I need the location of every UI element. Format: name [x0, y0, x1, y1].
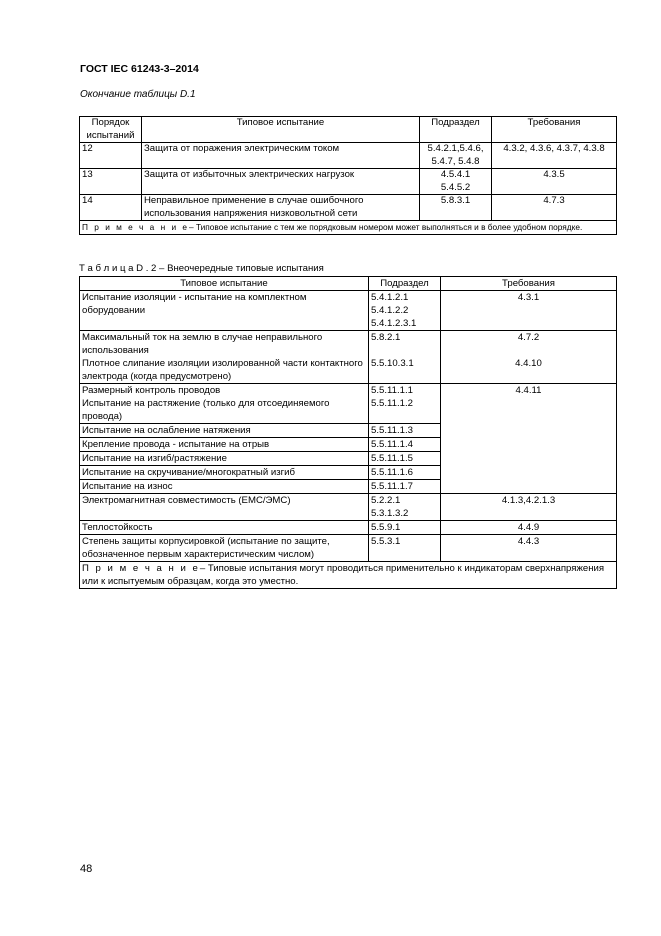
table-row: [80, 331, 617, 358]
requirements-cell: 4.4.9: [441, 521, 617, 535]
table-d1-end: [79, 116, 617, 235]
standard-designation: ГОСТ IEC 61243-3–2014: [80, 63, 199, 75]
subsection-cell: 5.5.11.1.7: [369, 480, 441, 494]
subsection-cell: 5.5.11.1.2: [369, 397, 441, 424]
test-cell: Испытание на скручивание/многократный изгиб: [80, 466, 369, 480]
note-label: П р и м е ч а н и е: [82, 563, 200, 574]
test-cell: Защита от избыточных электрических нагрузок: [142, 169, 420, 195]
test-cell: Размерный контроль проводов: [80, 384, 369, 398]
subsection-cell: 5.5.11.1.5: [369, 452, 441, 466]
subsection-cell: 5.5.11.1.1: [369, 384, 441, 398]
table-row: [80, 521, 617, 535]
header-subsection: Подраздел: [369, 277, 441, 291]
test-cell: Степень защиты корпусировкой (испытание по защите, обозначенное первым характеристическим числом): [80, 535, 369, 562]
requirements-cell: 4.1.3,4.2.1.3: [441, 494, 617, 521]
subsection-cell: 5.8.2.1: [369, 331, 441, 358]
test-cell: Испытание на растяжение (только для отсоединяемого провода): [80, 397, 369, 424]
subsection-cell: 5.5.3.1: [369, 535, 441, 562]
table-note-row: [80, 221, 617, 235]
header-test: Типовое испытание: [80, 277, 369, 291]
order-cell: 13: [80, 169, 142, 195]
requirements-cell: 4.4.3: [441, 535, 617, 562]
table-d2: [79, 276, 617, 589]
subsection-cell: 5.5.10.3.1: [369, 357, 441, 384]
test-cell: Испытание на ослабление натяжения: [80, 424, 369, 438]
order-cell: 14: [80, 195, 142, 221]
table-d2-caption: Т а б л и ц а D . 2 – Внеочередные типовые испытания: [79, 263, 324, 274]
table-row: [80, 143, 617, 169]
table-row: [80, 535, 617, 562]
test-cell: Испытание на изгиб/растяжение: [80, 452, 369, 466]
table-note: [80, 562, 617, 589]
test-cell: Испытание изоляции - испытание на комплектном оборудовании: [80, 291, 369, 331]
note-text: – Типовое испытание с тем же порядковым номером может выполняться и в более удобном порядке.: [189, 222, 583, 232]
note-label: П р и м е ч а н и е: [82, 222, 190, 232]
subsection-cell: 5.5.9.1: [369, 521, 441, 535]
requirements-cell: 4.3.1: [441, 291, 617, 331]
subsection-cell: 5.4.1.2.1 5.4.1.2.2 5.4.1.2.3.1: [369, 291, 441, 331]
table-row: [80, 357, 617, 384]
header-requirements: Требования: [441, 277, 617, 291]
note-text: – Типовые испытания могут проводиться применительно к индикаторам сверхнапряжения или к испытуемым образцам, когда это уместно.: [82, 563, 605, 587]
requirements-cell: 4.3.5: [492, 169, 617, 195]
requirements-cell: 4.3.2, 4.3.6, 4.3.7, 4.3.8: [492, 143, 617, 169]
subsection-cell: 5.8.3.1: [420, 195, 492, 221]
test-cell: Испытание на износ: [80, 480, 369, 494]
test-cell: Крепление провода - испытание на отрыв: [80, 438, 369, 452]
subsection-cell: 4.5.4.1 5.4.5.2: [420, 169, 492, 195]
subsection-cell: 5.5.11.1.4: [369, 438, 441, 452]
table-row: [80, 195, 617, 221]
requirements-cell: 4.4.10: [441, 357, 617, 384]
header-order: Порядок испытаний: [80, 117, 142, 143]
table-continuation-label: Окончание таблицы D.1: [80, 89, 196, 100]
order-cell: 12: [80, 143, 142, 169]
requirements-cell: 4.4.11: [441, 384, 617, 494]
subsection-cell: 5.5.11.1.3: [369, 424, 441, 438]
subsection-cell: 5.5.11.1.6: [369, 466, 441, 480]
header-test: Типовое испытание: [142, 117, 420, 143]
table-note: [80, 221, 617, 235]
test-cell: Плотное слипание изоляции изолированной части контактного электрода (когда предусмотрено): [80, 357, 369, 384]
subsection-cell: 5.4.2.1,5.4.6, 5.4.7, 5.4.8: [420, 143, 492, 169]
subsection-cell: 5.2.2.1 5.3.1.3.2: [369, 494, 441, 521]
test-cell: Неправильное применение в случае ошибочного использования напряжения низковольтной сети: [142, 195, 420, 221]
table-header-row: [80, 277, 617, 291]
test-cell: Электромагнитная совместимость (ЕМС/ЭМС): [80, 494, 369, 521]
test-cell: Защита от поражения электрическим током: [142, 143, 420, 169]
test-cell: Теплостойкость: [80, 521, 369, 535]
table-header-row: [80, 117, 617, 143]
table-note-row: [80, 562, 617, 589]
header-subsection: Подраздел: [420, 117, 492, 143]
page-number: 48: [80, 863, 93, 875]
test-cell: Максимальный ток на землю в случае неправильного использования: [80, 331, 369, 358]
header-requirements: Требования: [492, 117, 617, 143]
table-row: [80, 291, 617, 331]
table-row: [80, 494, 617, 521]
requirements-cell: 4.7.3: [492, 195, 617, 221]
requirements-cell: 4.7.2: [441, 331, 617, 358]
table-row: [80, 169, 617, 195]
table-row: [80, 384, 617, 398]
